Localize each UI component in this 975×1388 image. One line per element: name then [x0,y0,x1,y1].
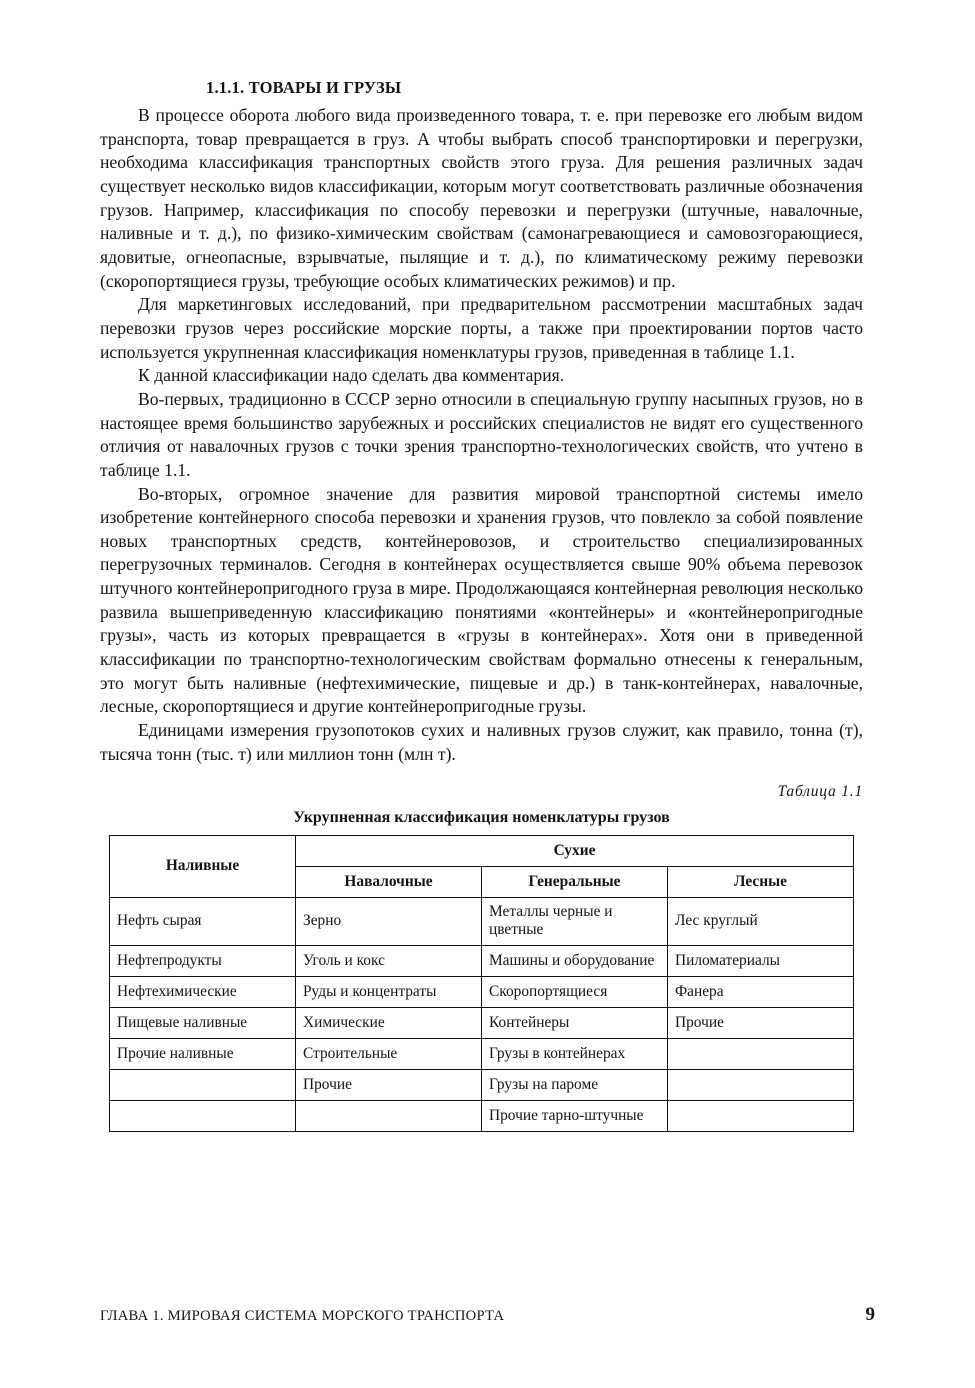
header-timber: Лесные [668,867,854,898]
paragraph-6: Единицами измерения грузопотоков сухих и наливных грузов служит, как правило, тонна (т), тысяча тонн (тыс. т) или миллион тонн (млн т). [100,720,863,764]
cell: Машины и оборудование [482,946,668,977]
table-row [110,898,854,946]
cell: Прочие [296,1070,482,1101]
cell: Нефтепродукты [110,946,296,977]
table-row [110,946,854,977]
paragraph-4: Во-первых, традиционно в СССР зерно относили в специальную группу насыпных грузов, но в настоящее время большинство зарубежных и российских специалистов не видят его существенного отличия от навалочных грузов с точки зрения транспортно-технологических свойств, что учтено в таблице 1.1. [100,388,863,480]
cell: Пищевые наливные [110,1008,296,1039]
cell [668,1039,854,1070]
cell [668,1101,854,1132]
header-general: Генеральные [482,867,668,898]
cell: Химические [296,1008,482,1039]
cell: Строительные [296,1039,482,1070]
cell: Контейнеры [482,1008,668,1039]
table-number-label: Таблица 1.1 [777,783,863,801]
cell: Уголь и кокс [296,946,482,977]
cell [110,1101,296,1132]
paragraph-5: Во-вторых, огромное значение для развития мировой транспортной системы имело изобретение контейнерного способа перевозки и хранения грузов, что повлекло за собой появление новых транспортных средств, контейнеровозов, и строительство специализированных перегрузочных терминалов. Сегодня в контейнерах осуществляется свыше 90% объема перевозок штучного контейнеропригодного груза в мире. Продолжающаяся контейнерная революция несколько развила вышеприведенную классификацию понятиями «контейнеры» и «контейнеропригодные грузы», часть из которых превращается в «грузы в контейнерах». Хотя они в приведенной классификации по транспортно-технологическим свойствам формально отнесены к генеральным, это могут быть наливные (нефтехимические, пищевые и др.) в танк-контейнерах, навалочные, лесные, скоропортящиеся и другие контейнеропригодные грузы. [100,483,863,717]
paragraph-1: В процессе оборота любого вида произведенного товара, т. е. при перевозке его любым видом транспорта, товар превращается в груз. А чтобы выбрать способ транспортировки и перегрузки, необходима классификация транспортных свойств этого груза. Для решения различных задач существует несколько видов классификации, которым могут соответствовать различные обозначения грузов. Например, классификация по способу перевозки и перегрузки (штучные, навалочные, наливные и т. д.), по физико-химическим свойствам (самонагревающиеся и самовозгорающиеся, ядовитые, огнеопасные, взрывчатые, пылящие и т. д.), по климатическому режиму перевозки (скоропортящиеся грузы, требующие особых климатических режимов) и пр. [100,105,863,291]
cell: Руды и концентраты [296,977,482,1008]
header-dry-group: Сухие [296,836,854,867]
header-liquid: Наливные [110,836,296,898]
table-row [110,1070,854,1101]
cell [296,1101,482,1132]
cell [668,1070,854,1101]
table-row [110,1008,854,1039]
table-header-row-top [110,836,854,867]
cell: Пиломатериалы [668,946,854,977]
table-row [110,1101,854,1132]
cargo-classification-table [109,835,854,1132]
cell: Нефть сырая [110,898,296,946]
paragraph-2: Для маркетинговых исследований, при предварительном рассмотрении масштабных задач перевозки грузов через российские морские порты, а также при проектировании портов часто используется укрупненная классификация номенклатуры грузов, приведенная в таблице 1.1. [100,294,863,362]
page-footer [100,1304,875,1326]
section-heading: 1.1.1. ТОВАРЫ И ГРУЗЫ [206,78,402,97]
cell: Прочие наливные [110,1039,296,1070]
cell: Металлы черные и цветные [482,898,668,946]
paragraph-3: К данной классификации надо сделать два комментария. [138,365,565,386]
cell: Нефтехимические [110,977,296,1008]
table-title: Укрупненная классификация номенклатуры грузов [293,809,670,827]
table-row [110,1039,854,1070]
cell: Лес круглый [668,898,854,946]
cell [110,1070,296,1101]
cell: Зерно [296,898,482,946]
page-number: 9 [865,1304,875,1325]
header-bulk: Навалочные [296,867,482,898]
cell: Фанера [668,977,854,1008]
cell: Грузы в контейнерах [482,1039,668,1070]
cell: Грузы на пароме [482,1070,668,1101]
cell: Скоропортящиеся [482,977,668,1008]
cell: Прочие [668,1008,854,1039]
table-row [110,977,854,1008]
running-title: ГЛАВА 1. МИРОВАЯ СИСТЕМА МОРСКОГО ТРАНСПОРТА [100,1308,505,1324]
cell: Прочие тарно-штучные [482,1101,668,1132]
